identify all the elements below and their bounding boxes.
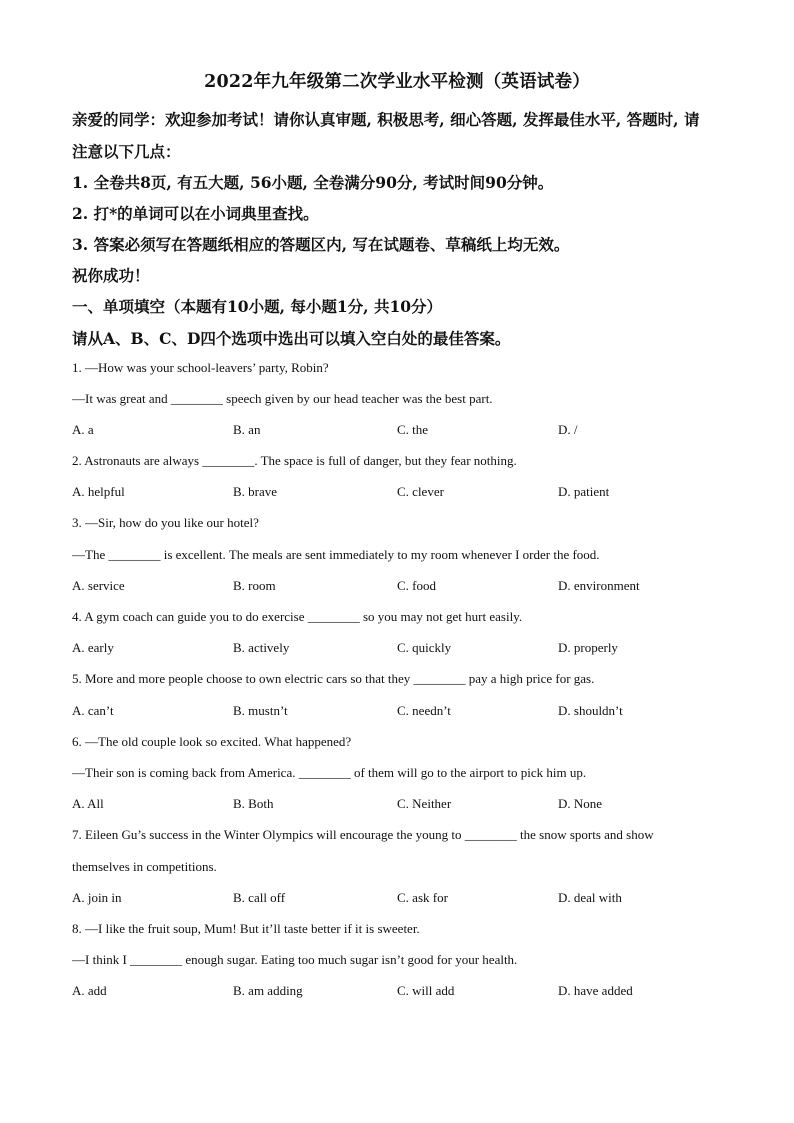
option-b: B. call off (233, 890, 286, 905)
option-c: C. Neither (397, 796, 452, 811)
question-text: —Their son is coming back from America. ________ of them will go to the airport to pick him up. (72, 765, 587, 780)
option-a: A. All (72, 796, 104, 811)
option-c: C. needn’t (397, 703, 451, 718)
option-d: D. patient (558, 484, 610, 499)
option-a: A. helpful (72, 484, 125, 499)
option-c: C. will add (397, 983, 455, 998)
option-a: A. join in (72, 890, 122, 905)
exam-title: 2022年九年级第二次学业水平检测（英语试卷） (204, 72, 590, 92)
option-b: B. Both (233, 796, 274, 811)
section-heading: 一、单项填空（本题有10小题, 每小题1分, 共10分） (72, 297, 443, 316)
option-c: C. clever (397, 484, 444, 499)
option-a: A. service (72, 578, 125, 593)
question-text: 7. Eileen Gu’s success in the Winter Olympics will encourage the young to ________ the snow sports and show (72, 827, 654, 842)
option-b: B. mustn’t (233, 703, 288, 718)
question-text: 5. More and more people choose to own electric cars so that they ________ pay a high price for gas. (72, 671, 595, 686)
option-d: D. None (558, 796, 603, 811)
question-text: 3. —Sir, how do you like our hotel? (72, 515, 259, 530)
intro-line-1: 亲爱的同学：欢迎参加考试！请你认真审题, 积极思考, 细心答题, 发挥最佳水平, 答题时, 请 (72, 110, 700, 129)
option-b: B. am adding (233, 983, 303, 998)
option-c: C. ask for (397, 890, 448, 905)
section-instruction: 请从A、B、C、D四个选项中选出可以填入空白处的最佳答案。 (72, 329, 511, 348)
option-b: B. brave (233, 484, 278, 499)
option-d: D. shouldn’t (558, 703, 623, 718)
option-b: B. actively (233, 640, 290, 655)
option-a: A. a (72, 422, 94, 437)
instruction-note-3: 3. 答案必须写在答题纸相应的答题区内, 写在试题卷、草稿纸上均无效。 (72, 235, 570, 254)
option-a: A. early (72, 640, 114, 655)
option-a: A. add (72, 983, 107, 998)
question-text: —The ________ is excellent. The meals are sent immediately to my room whenever I order the food. (72, 547, 600, 562)
option-a: A. can’t (72, 703, 114, 718)
instruction-note-2: 2. 打*的单词可以在小词典里查找。 (72, 204, 319, 223)
question-text: —I think I ________ enough sugar. Eating too much sugar isn’t good for your health. (72, 952, 518, 967)
question-text: 4. A gym coach can guide you to do exercise ________ so you may not get hurt easily. (72, 609, 523, 624)
question-text: 6. —The old couple look so excited. What happened? (72, 734, 352, 749)
intro-line-2: 注意以下几点： (72, 142, 181, 161)
question-text: —It was great and ________ speech given by our head teacher was the best part. (72, 391, 493, 406)
option-d: D. properly (558, 640, 618, 655)
option-c: C. the (397, 422, 429, 437)
option-d: D. / (558, 422, 578, 437)
option-d: D. environment (558, 578, 640, 593)
option-d: D. deal with (558, 890, 622, 905)
option-b: B. an (233, 422, 261, 437)
question-text: 2. Astronauts are always ________. The space is full of danger, but they fear nothing. (72, 453, 517, 468)
option-c: C. food (397, 578, 436, 593)
good-luck-text: 祝你成功！ (72, 266, 150, 285)
option-d: D. have added (558, 983, 633, 998)
question-text: 1. —How was your school-leavers’ party, Robin? (72, 360, 329, 375)
option-b: B. room (233, 578, 276, 593)
option-c: C. quickly (397, 640, 452, 655)
instruction-note-1: 1. 全卷共8页, 有五大题, 56小题, 全卷满分90分, 考试时间90分钟。 (72, 173, 554, 192)
question-text: themselves in competitions. (72, 859, 217, 874)
question-text: 8. —I like the fruit soup, Mum! But it’ll taste better if it is sweeter. (72, 921, 420, 936)
